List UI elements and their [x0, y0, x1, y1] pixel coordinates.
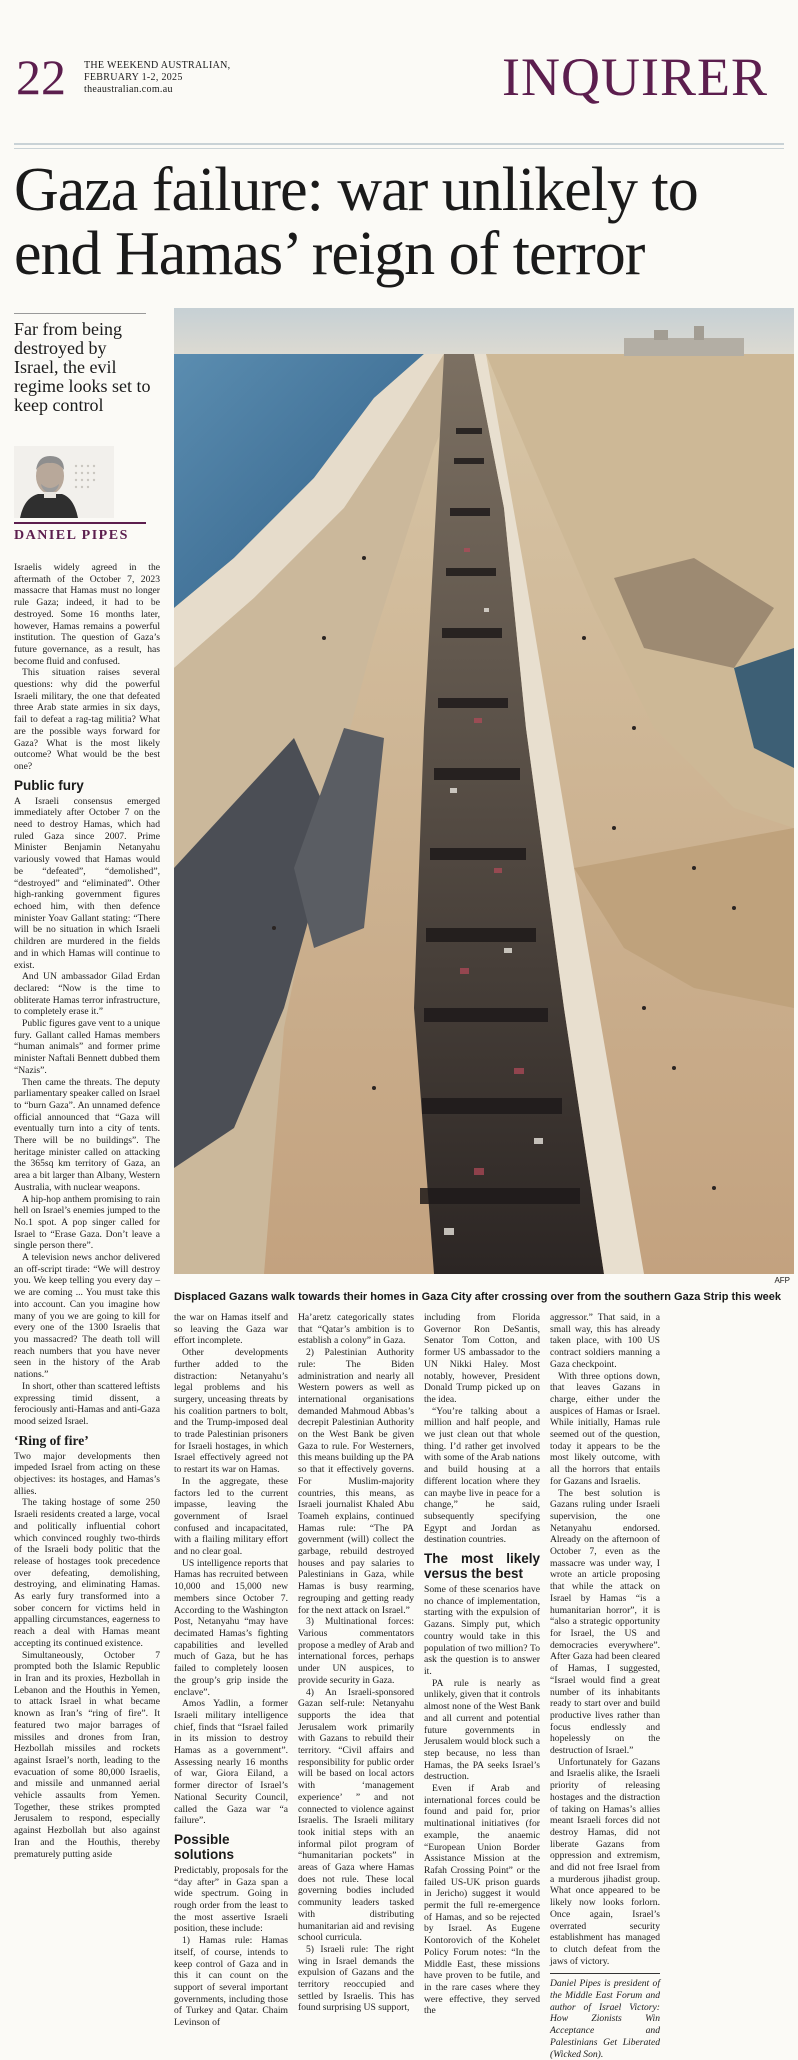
article-paragraph: Other developments further added to the distraction: Netanyahu’s legal problems and his surgery, unceasing threats by his coalition partners to bolt, and the Trump-imposed deal to trade Palestinian prisoners for Israeli hostages, in which Israel effectively agreed not to restart its war on Hamas. — [174, 1347, 288, 1476]
article-paragraph: Two major developments then impeded Israel from acting on these objectives: its hostages, and Hamas’s allies. — [14, 1450, 160, 1497]
subheading: ‘Ring of fire’ — [14, 1432, 89, 1448]
article-column-1 — [14, 562, 160, 1900]
article-paragraph: This situation raises several questions: why did the powerful Israeli military, the one that defeated three Arab state armies in six days, fail to defeat a rag-tag militia? What are the possible ways forward for Gaza? What is the most likely outcome? What would be the best one? — [14, 667, 160, 772]
article-paragraph: Some of these scenarios have no chance of implementation, starting with the expulsion of Gazans. Simply put, which country would take in this population of two million? To ask the question is to answer it. — [424, 1584, 540, 1677]
publication-info — [84, 60, 230, 96]
publication-name: THE WEEKEND AUSTRALIAN, — [84, 60, 231, 71]
article-paragraph: the war on Hamas itself and so leaving the Gaza war effort incomplete. — [174, 1312, 288, 1347]
article-paragraph: including from Florida Governor Ron DeSantis, Senator Tom Cotton, and former US ambassador to the UN Nikki Haley. Most notably, however, President Donald Trump picked up on the idea. — [424, 1312, 540, 1405]
article-paragraph: In short, other than scattered leftists expressing timid dissent, a ferociously anti-Hamas and anti-Gaza mood seized Israel. — [14, 1380, 160, 1427]
article-paragraph: Unfortunately for Gazans and Israelis alike, the Israeli priority of releasing hostages and the distraction of taking on Hamas’s allies meant Israeli forces did not destroy Hamas, did not liberate Gazans from oppression and extremism, and did not free Israel from a murderous jihadist group. What once appeared to be likely now looks forlorn. Once again, Israel’s overrated security establishment has managed to clutch defeat from the jaws of victory. — [550, 1756, 660, 1967]
subheading: The most likely versus the best — [424, 1551, 540, 1582]
subheading: Public fury — [14, 777, 84, 793]
article-paragraph: With three options down, that leaves Gazans in charge, either under the auspices of Hamas or Israel. While initially, Hamas rule seemed out of the question, today it appears to be the most likely outcome, with all the horrors that entails for Gazans and Israelis. — [550, 1370, 660, 1487]
article-column-3 — [298, 1312, 414, 2014]
author-photo — [14, 446, 114, 518]
article-paragraph: 1) Hamas rule: Hamas itself, of course, intends to keep control of Gaza and in this it can count on the support of several important governments, including those of Turkey and Qatar. Chaim Levinson of — [174, 1935, 288, 2029]
divider — [14, 522, 146, 524]
page-number: 22 — [16, 49, 66, 105]
divider — [550, 1973, 660, 1974]
article-column-4 — [424, 1312, 540, 2017]
article-paragraph: 4) An Israeli-sponsored Gazan self-rule: Netanyahu supports the idea that Jerusalem work primarily with Gazans to rebuild their territory. “Civil affairs and responsibility for public order will be based on local actors with ‘management experience’ ” and not connected to violence against Israelis. The Israeli military took initial steps with an informal pilot program of “humanitarian pockets” in areas of Gaza where Hamas does not rule. These local governing bodies included community leaders tasked with distributing humanitarian aid and revising school curricula. — [298, 1686, 414, 1944]
article-paragraph: “You’re talking about a million and half people, and we just clean out that whole thing. I’d rather get involved with some of the Arab nations and build housing at a different location where they can maybe live in peace for a change,” he said, subsequently specifying Egypt and Jordan as destination countries. — [424, 1405, 540, 1546]
article-paragraph: Public figures gave vent to a unique fury. Gallant called Hamas members “human animals” and former prime minister Naftali Bennett dubbed them “Nazis”. — [14, 1018, 161, 1076]
article-paragraph: Israelis widely agreed in the aftermath of the October 7, 2023 massacre that Hamas must no longer rule Gaza; indeed, it had to be destroyed. Some 16 months later, however, Hamas remains a powerful institution. The question of Gaza’s future governance, as a result, has become fluid and confused. — [14, 562, 160, 667]
headline: Gaza failure: war unlikely to end Hamas’ reign of terror — [14, 156, 698, 288]
article-paragraph: And UN ambassador Gilad Erdan declared: “Now is the time to obliterate Hamas terror infrastructure, to completely erase it.” — [14, 971, 160, 1018]
subheading: Possible solutions — [174, 1831, 234, 1862]
divider — [14, 313, 146, 314]
gaza-crowd-photo — [174, 308, 794, 1274]
article-paragraph: Simultaneously, October 7 prompted both the Islamic Republic in Iran and its proxies, Hezbollah in Lebanon and the Houthis in Yemen, to attack Israel in what became known as Iran’s “ring of fire”. It featured two major barrages of missiles and drones from Iran, Hezbollah missiles and rockets against Israel’s north, leading to the evacuation of some 80,000 Israelis, and missile and unmanned aerial vehicle assaults from Yemen. Together, these strikes prompted Jerusalem to respond, especially against Hezbollah but also against Iran and the Houthis, thereby prematurely putting aside — [14, 1649, 160, 1860]
article-paragraph: 5) Israeli rule: The right wing in Israel demands the expulsion of Gazans and the territory reoccupied and settled by Israelis. This has found surprising US support, — [298, 1943, 414, 2014]
article-column-5 — [550, 1312, 660, 2060]
article-paragraph: The taking hostage of some 250 Israeli residents created a large, vocal and politically influential cohort which convinced roughly two-thirds of the Israeli body politic that the release of hostages took precedence over defeating, demolishing, destroying, and eliminating Hamas. As early fury transformed into a sober concern for victims held in appalling circumstances, eagerness to reach a deal with Hamas meant accepting its continued existence. — [14, 1497, 160, 1649]
section-title: INQUIRER — [502, 47, 768, 107]
publication-date: FEBRUARY 1-2, 2025 — [84, 72, 183, 83]
divider — [14, 148, 784, 149]
article-paragraph: The best solution is Gazans ruling under Israeli supervision, the one Netanyahu endorsed. Already on the afternoon of October 7, even as the massacre was under way, I wrote an article proposing that while the attack on Israel by Hamas “is a humanitarian horror”, it is “also a strategic opportunity for Israel, the US and democracies everywhere”. After Gaza had been cleared of Hamas, I suggested, “Israel would find a great number of its inhabitants ready to start over and build productive lives rather than focus endlessly and hopelessly on the destruction of Israel.” — [550, 1487, 660, 1757]
article-paragraph: 2) Palestinian Authority rule: The Biden administration and nearly all Western powers as well as international organisations demanded Mahmoud Abbas’s decrepit Palestinian Authority on the West Bank be given Gaza to rule. For Westerners, this means building up the PA so that it effectively governs. For Muslim-majority countries, this means, as Israeli journalist Khaled Abu Toameh explains, continued Hamas rule: “The PA government (will) collect the garbage, rebuild destroyed houses and pay salaries to Palestinians in Gaza, while Hamas is busy rearming, regrouping and getting ready for the next attack on Israel.” — [298, 1347, 414, 1616]
article-paragraph: A Israeli consensus emerged immediately after October 7 on the need to destroy Hamas, which had ruled Gaza since 2007. Prime Minister Benjamin Netanyahu variously vowed that Hamas would be “defeated”, “demolished”, “destroyed” and “eliminated”. Other high-ranking government figures echoed him, with then defence minister Yoav Gallant stating: “There will be no situation in which Israeli children are murdered in the fields and in which Hamas will continue to exist. — [14, 795, 160, 971]
article-paragraph: A hip-hop anthem promising to rain hell on Israel’s enemies jumped to the No.1 spot. A pop singer called for Israel to “Erase Gaza. Don’t leave a single person there”. — [14, 1193, 160, 1252]
divider — [14, 143, 784, 145]
article-paragraph: 3) Multinational forces: Various commentators propose a medley of Arab and international forces, perhaps under UN auspices, to provide security in Gaza. — [298, 1616, 414, 1686]
author-bio: Daniel Pipes is president of the Middle East Forum and author of Israel Victory: How Zionists Win Acceptance and Palestinians Get Liberated (Wicked Son). — [550, 1978, 660, 2060]
article-paragraph: Predictably, proposals for the “day after” in Gaza span a wide spectrum. Going in rough order from the least to the most assertive Israeli position, these include: — [174, 1864, 288, 1935]
article-paragraph: Amos Yadlin, a former Israeli military intelligence chief, finds that “Israel failed in its mission to destroy Hamas as a government”. Assessing nearly 16 months of war, Giora Eiland, a former director of Israel’s National Security Council, called the Gaza war “a failure”. — [174, 1698, 288, 1827]
author-byline: DANIEL PIPES — [14, 528, 129, 543]
article-paragraph: Ha’aretz categorically states that “Qatar’s ambition is to establish a colony” in Gaza. — [298, 1312, 414, 1347]
article-paragraph: Even if Arab and international forces could be found and paid for, prior multinational initiatives (for example, the anaemic “European Union Border Assistance Mission at the Rafah Crossing Point” or the failed US-UK prison guards in Jericho) suggest it would permit the full re-emergence of Hamas, and so be rejected by Israel. As Eugene Kontorovich of the Kohelet Policy Forum notes: “In the Middle East, these missions have proven to be futile, and in the rare cases where they were effective, they served the — [424, 1783, 540, 2017]
article-paragraph: PA rule is nearly as unlikely, given that it controls almost none of the West Bank and all current and potential future governments in Jerusalem would block such a step because, no less than Hamas, the PA seeks Israel’s destruction. — [424, 1677, 540, 1783]
article-column-2 — [174, 1312, 288, 2029]
photo-caption: Displaced Gazans walk towards their homes in Gaza City after crossing over from the southern Gaza Strip this week — [174, 1291, 782, 1303]
photo-credit: AFP — [774, 1276, 790, 1285]
standfirst: Far from being destroyed by Israel, the evil regime looks set to keep control — [14, 319, 151, 415]
article-paragraph: Then came the threats. The deputy parliamentary speaker called on Israel to “burn Gaza”. An unnamed defence official announced that “Gaza will eventually turn into a city of tents. There will be no buildings”. The heritage minister called on attacking the 365sq km territory of Gaza, an area a bit larger than Albany, Western Australia, with nuclear weapons. — [14, 1076, 160, 1193]
masthead — [14, 47, 784, 110]
article-paragraph: A television news anchor delivered an off-script tirade: “We will destroy you. We keep telling you every day – we are coming ... You must take this into account. Can you imagine how many of you we are going to kill for every one of the 1300 Israelis that you massacred? The death toll will reach numbers that you have never seen in the history of the Arab nations.” — [14, 1252, 160, 1381]
article-paragraph: In the aggregate, these factors led to the current impasse, leaving the government of Israel confused and incapacitated, with a flailing military effort and no clear goal. — [174, 1475, 288, 1558]
article-paragraph: aggressor.” That said, in a small way, this has already taken place, with 100 US contract soldiers manning a Gaza checkpoint. — [550, 1312, 660, 1370]
article-paragraph: US intelligence reports that Hamas has recruited between 10,000 and 15,000 new members since October 7. According to the Washington Post, Netanyahu “may have decimated Hamas’s fighting capabilities and levelled much of Gaza, but he has failed to completely loosen the group’s grip inside the enclave”. — [174, 1557, 288, 1698]
publication-url[interactable]: theaustralian.com.au — [84, 84, 173, 95]
